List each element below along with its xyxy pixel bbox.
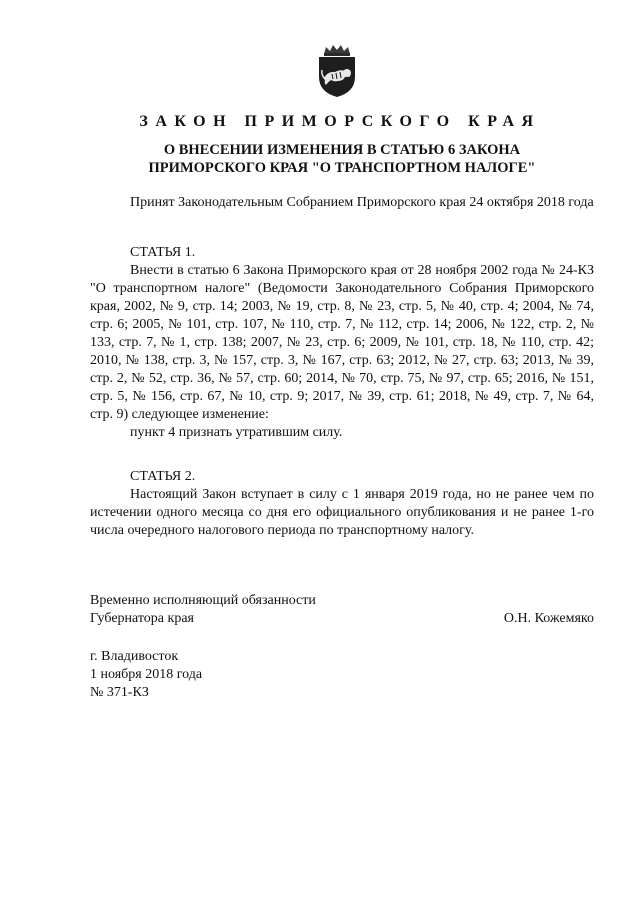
article-1-item: пункт 4 признать утратившим силу. xyxy=(130,425,343,440)
law-title: ЗАКОН ПРИМОРСКОГО КРАЯ xyxy=(139,113,541,130)
article-1-text: Внести в статью 6 Закона Приморского края от 28 ноября 2002 года № 24-КЗ "О транспортном налоге" (Ведомости Законодательного Собрания Приморского края, 2002, № 9, стр. 14; 2003, № 19, стр. 8, № 23, стр. 5, № 40, стр. 4; 2004, № 74, стр. 6; 2005, № 101, стр. 107, № 110, стр. 7, № 112, стр. 14; 2006, № 122, стр. 2, № 133, стр. 7, № 1, стр. 138; 2007, № 23, стр. 6; 2009, № 101, стр. 18, № 110, стр. 42; 2010, № 138, стр. 3, № 157, стр. 3, № 167, стр. 63; 2012, № 27, стр. 63; 2013, № 39, стр. 2, № 52, стр. 36, № 57, стр. 60; 2014, № 70, стр. 75, № 97, стр. 65; 2016, № 151, стр. 5, № 156, стр. 67, № 10, стр. 9; 2017, № 39, стр. 61; 2018, № 49, стр. 7, № 64, стр. 9) следующее изменение: xyxy=(90,263,594,422)
law-subtitle xyxy=(90,141,594,177)
article-1 xyxy=(90,244,594,442)
signature-block xyxy=(90,592,594,628)
subtitle-line-2: ПРИМОРСКОГО КРАЯ "О ТРАНСПОРТНОМ НАЛОГЕ" xyxy=(148,160,536,176)
document-footer xyxy=(90,648,594,702)
date: 1 ноября 2018 года xyxy=(90,667,203,682)
signatory-position-line-2: Губернатора края xyxy=(90,611,194,626)
coat-of-arms-tiger-icon xyxy=(316,44,358,98)
signatory-name: О.Н. Кожемяко xyxy=(503,611,594,626)
law-number: № 371-КЗ xyxy=(90,685,149,700)
subtitle-line-1: О ВНЕСЕНИИ ИЗМЕНЕНИЯ В СТАТЬЮ 6 ЗАКОНА xyxy=(163,142,521,158)
article-2 xyxy=(90,468,594,540)
signatory-position-line-1: Временно исполняющий обязанности xyxy=(90,593,316,608)
article-1-heading: СТАТЬЯ 1. xyxy=(130,245,196,260)
city: г. Владивосток xyxy=(90,649,179,664)
signature-row xyxy=(90,610,594,628)
adoption-text: Принят Законодательным Собранием Приморского края 24 октября 2018 года xyxy=(130,195,594,210)
article-2-text: Настоящий Закон вступает в силу с 1 января 2019 года, но не ранее чем по истечении одного месяца со дня его официального опубликования и не ранее 1-го числа очередного налогового периода по транспортному налогу. xyxy=(90,487,594,538)
adoption-statement xyxy=(90,194,594,212)
article-2-heading: СТАТЬЯ 2. xyxy=(130,469,196,484)
